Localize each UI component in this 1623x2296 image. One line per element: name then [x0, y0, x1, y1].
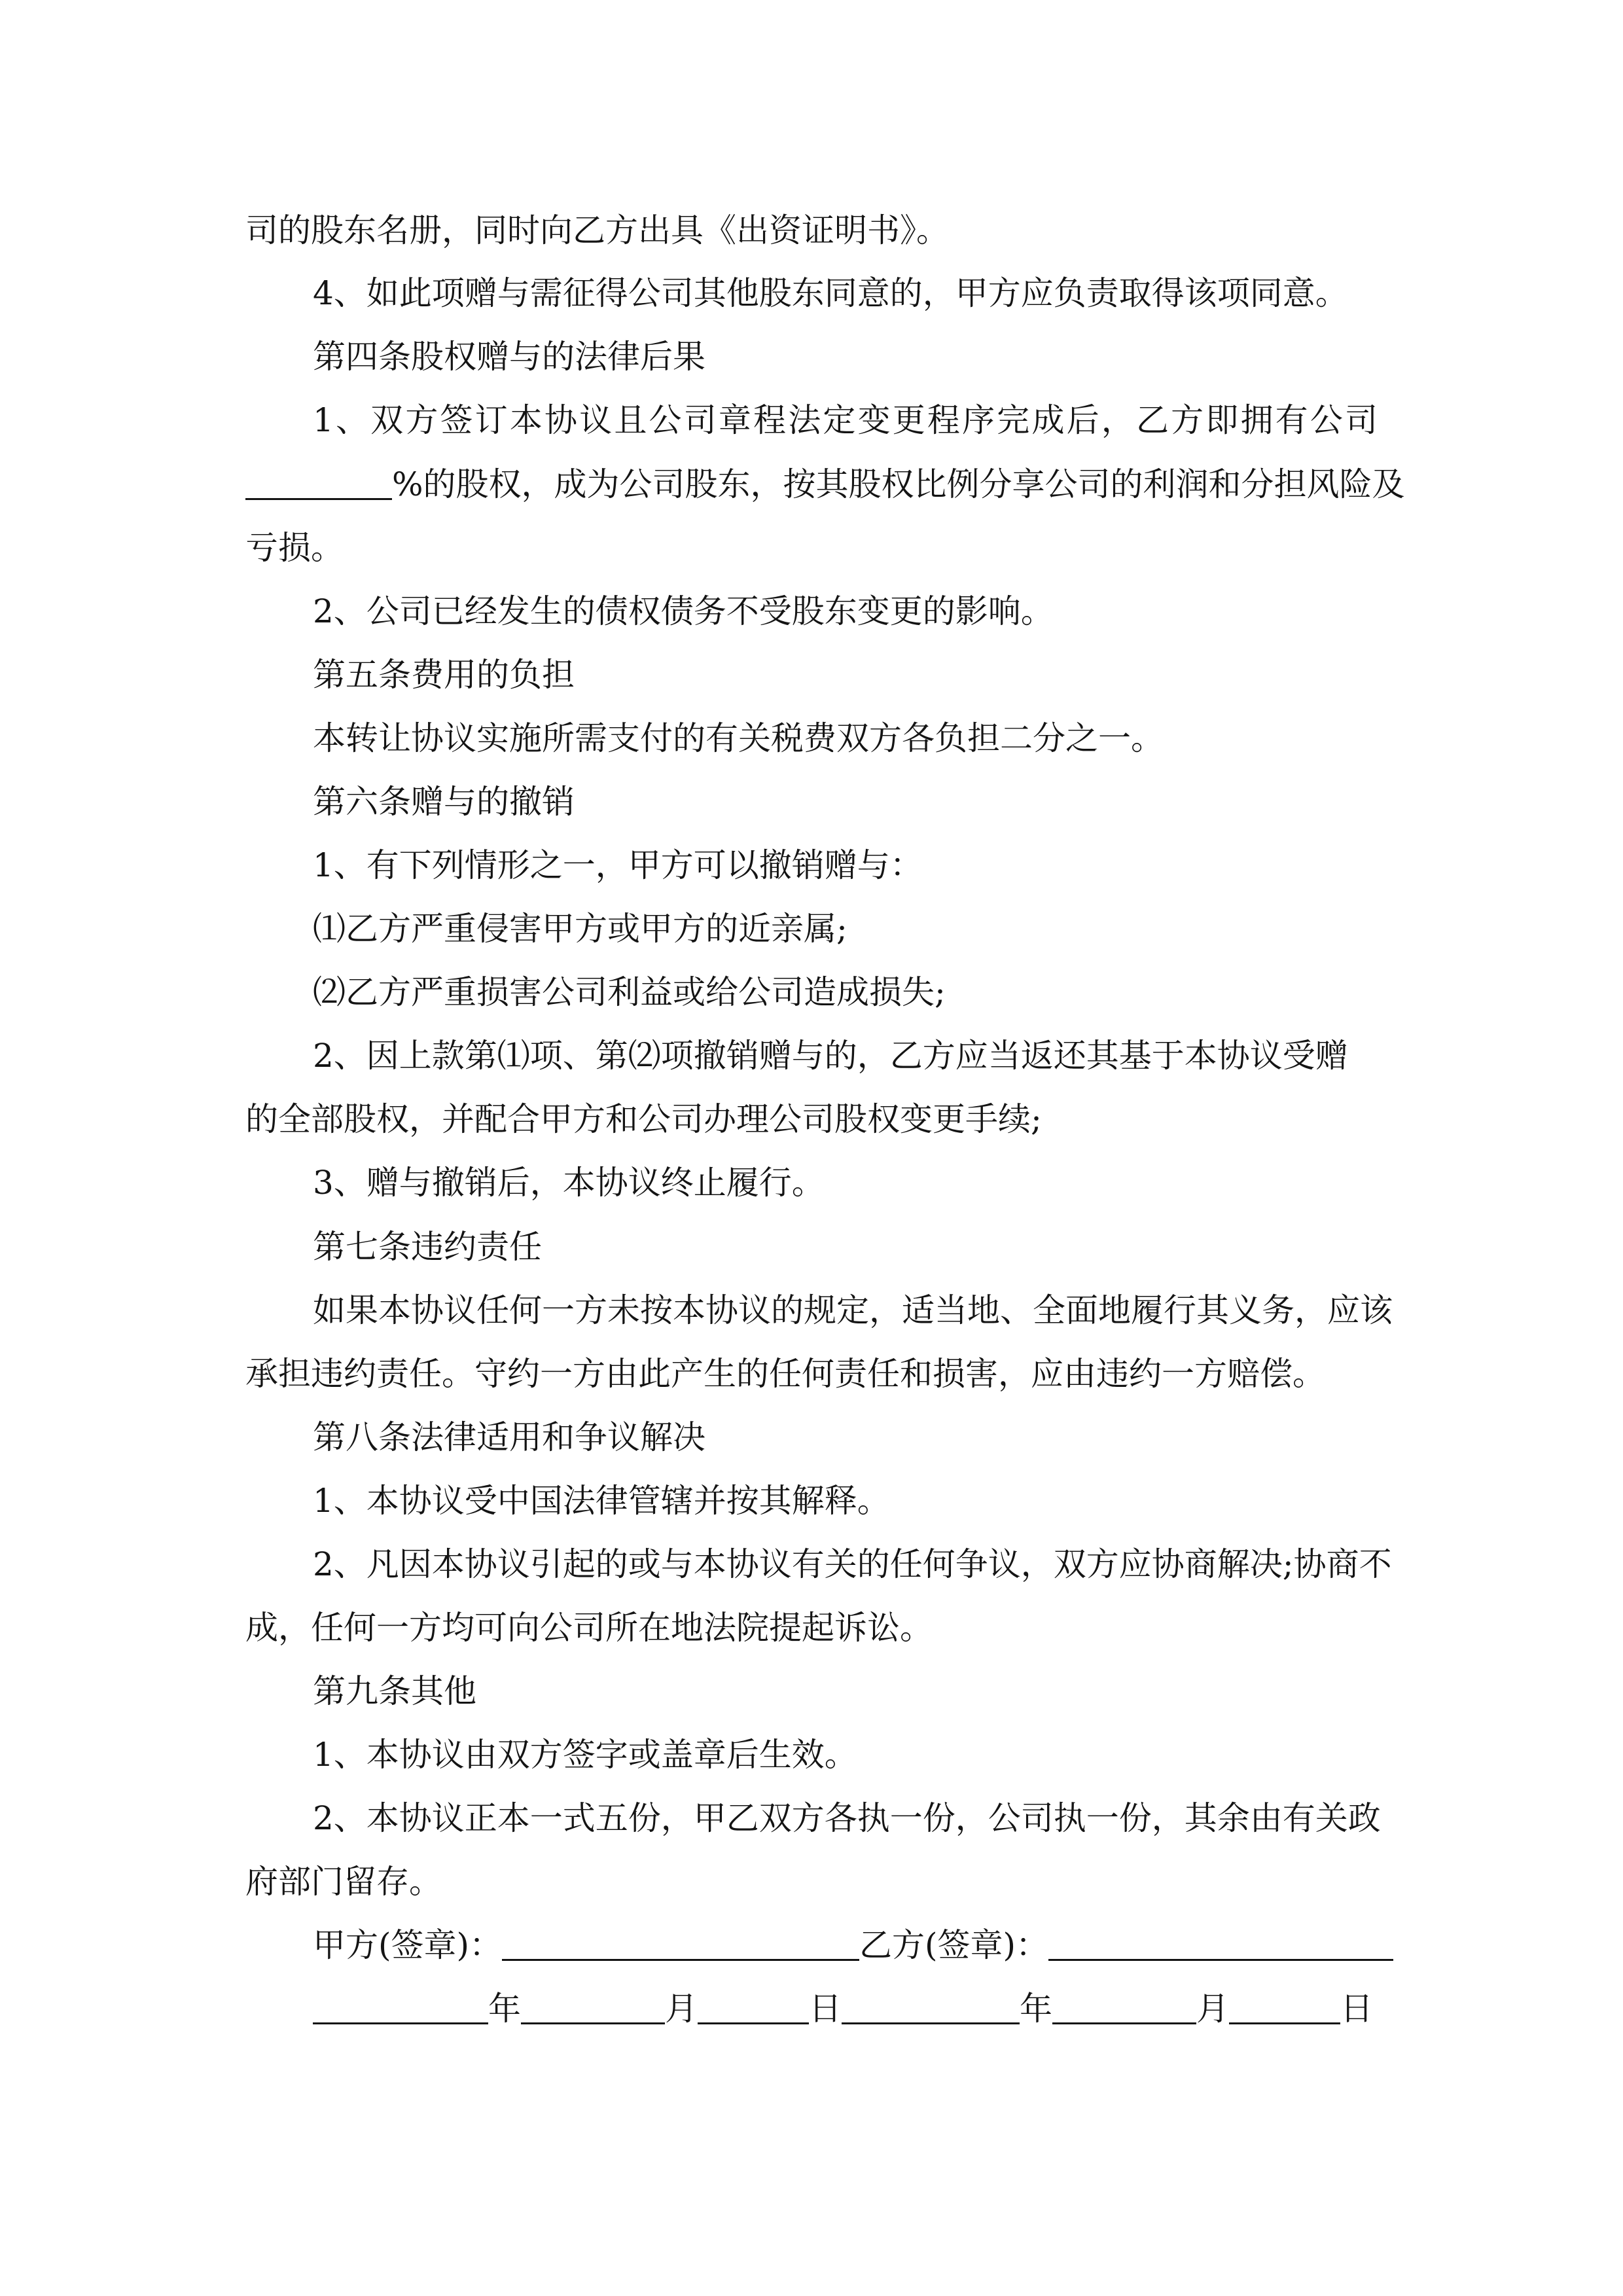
paragraph-line: 2、本协议正本一式五份，甲乙双方各执一份，公司执一份，其余由有关政	[313, 1799, 1381, 1837]
paragraph-line: 1、双方签订本协议且公司章程法定变更程序完成后，乙方即拥有公司	[313, 401, 1378, 439]
paragraph-line: 4、如此项赠与需征得公司其他股东同意的，甲方应负责取得该项同意。	[313, 274, 1348, 312]
section-heading: 第六条赠与的撤销	[313, 783, 575, 821]
paragraph-line: 1、本协议受中国法律管辖并按其解释。	[313, 1482, 890, 1520]
paragraph-text: %的股权，成为公司股东，按其股权比例分享公司的利润和分担风险及	[392, 465, 1405, 503]
day-label: 日	[809, 1990, 842, 2028]
paragraph-line: 2、公司已经发生的债权债务不受股东变更的影响。	[313, 592, 1054, 630]
party-a-month-blank	[521, 1986, 665, 2024]
party-a-year-blank	[313, 1986, 488, 2024]
section-heading: 第八条法律适用和争议解决	[313, 1418, 705, 1456]
signature-row	[313, 1922, 1393, 1968]
party-b-day-blank	[1229, 1986, 1340, 2024]
paragraph-line: 1、本协议由双方签字或盖章后生效。	[313, 1736, 857, 1774]
paragraph-line: 司的股东名册，同时向乙方出具《出资证明书》。	[245, 211, 949, 249]
year-label: 年	[488, 1990, 521, 2028]
section-heading: 第七条违约责任	[313, 1228, 542, 1266]
paragraph-line: ⑵乙方严重损害公司利益或给公司造成损失;	[313, 973, 946, 1011]
paragraph-line: 本转让协议实施所需支付的有关税费双方各负担二分之一。	[313, 719, 1164, 757]
paragraph-line: 3、赠与撤销后，本协议终止履行。	[313, 1164, 825, 1202]
party-b-signature-blank	[1048, 1922, 1393, 1961]
section-heading: 第四条股权赠与的法律后果	[313, 338, 705, 376]
paragraph-line: 承担违约责任。守约一方由此产生的任何责任和损害，应由违约一方赔偿。	[245, 1355, 1325, 1393]
section-heading: 第五条费用的负担	[313, 656, 575, 694]
date-row	[313, 1986, 1373, 2032]
year-label: 年	[1020, 1990, 1052, 2028]
paragraph-line: 2、凡因本协议引起的或与本协议有关的任何争议，双方应协商解决;协商不	[313, 1545, 1392, 1583]
paragraph-line: 成，任何一方均可向公司所在地法院提起诉讼。	[245, 1609, 933, 1647]
party-a-signature-label: 甲方(签章)：	[313, 1926, 503, 1964]
paragraph-line: 1、有下列情形之一，甲方可以撤销赠与：	[313, 846, 923, 884]
paragraph-line: 2、因上款第⑴项、第⑵项撤销赠与的，乙方应当返还其基于本协议受赠	[313, 1037, 1348, 1075]
day-label: 日	[1340, 1990, 1373, 2028]
month-label: 月	[665, 1990, 698, 2028]
paragraph-line: 如果本协议任何一方未按本协议的规定，适当地、全面地履行其义务，应该	[313, 1291, 1393, 1329]
month-label: 月	[1196, 1990, 1229, 2028]
party-a-signature-blank	[502, 1922, 859, 1961]
party-a-day-blank	[698, 1986, 809, 2024]
party-b-month-blank	[1052, 1986, 1196, 2024]
party-b-year-blank	[842, 1986, 1020, 2024]
section-heading: 第九条其他	[313, 1672, 476, 1710]
paragraph-line	[245, 461, 1405, 507]
paragraph-line: 亏损。	[245, 529, 344, 567]
paragraph-line: ⑴乙方严重侵害甲方或甲方的近亲属;	[313, 910, 847, 948]
party-b-signature-label: 乙方(签章)：	[859, 1926, 1049, 1964]
percentage-blank	[245, 461, 392, 500]
paragraph-line: 的全部股权，并配合甲方和公司办理公司股权变更手续;	[245, 1100, 1042, 1138]
paragraph-line: 府部门留存。	[245, 1863, 442, 1901]
